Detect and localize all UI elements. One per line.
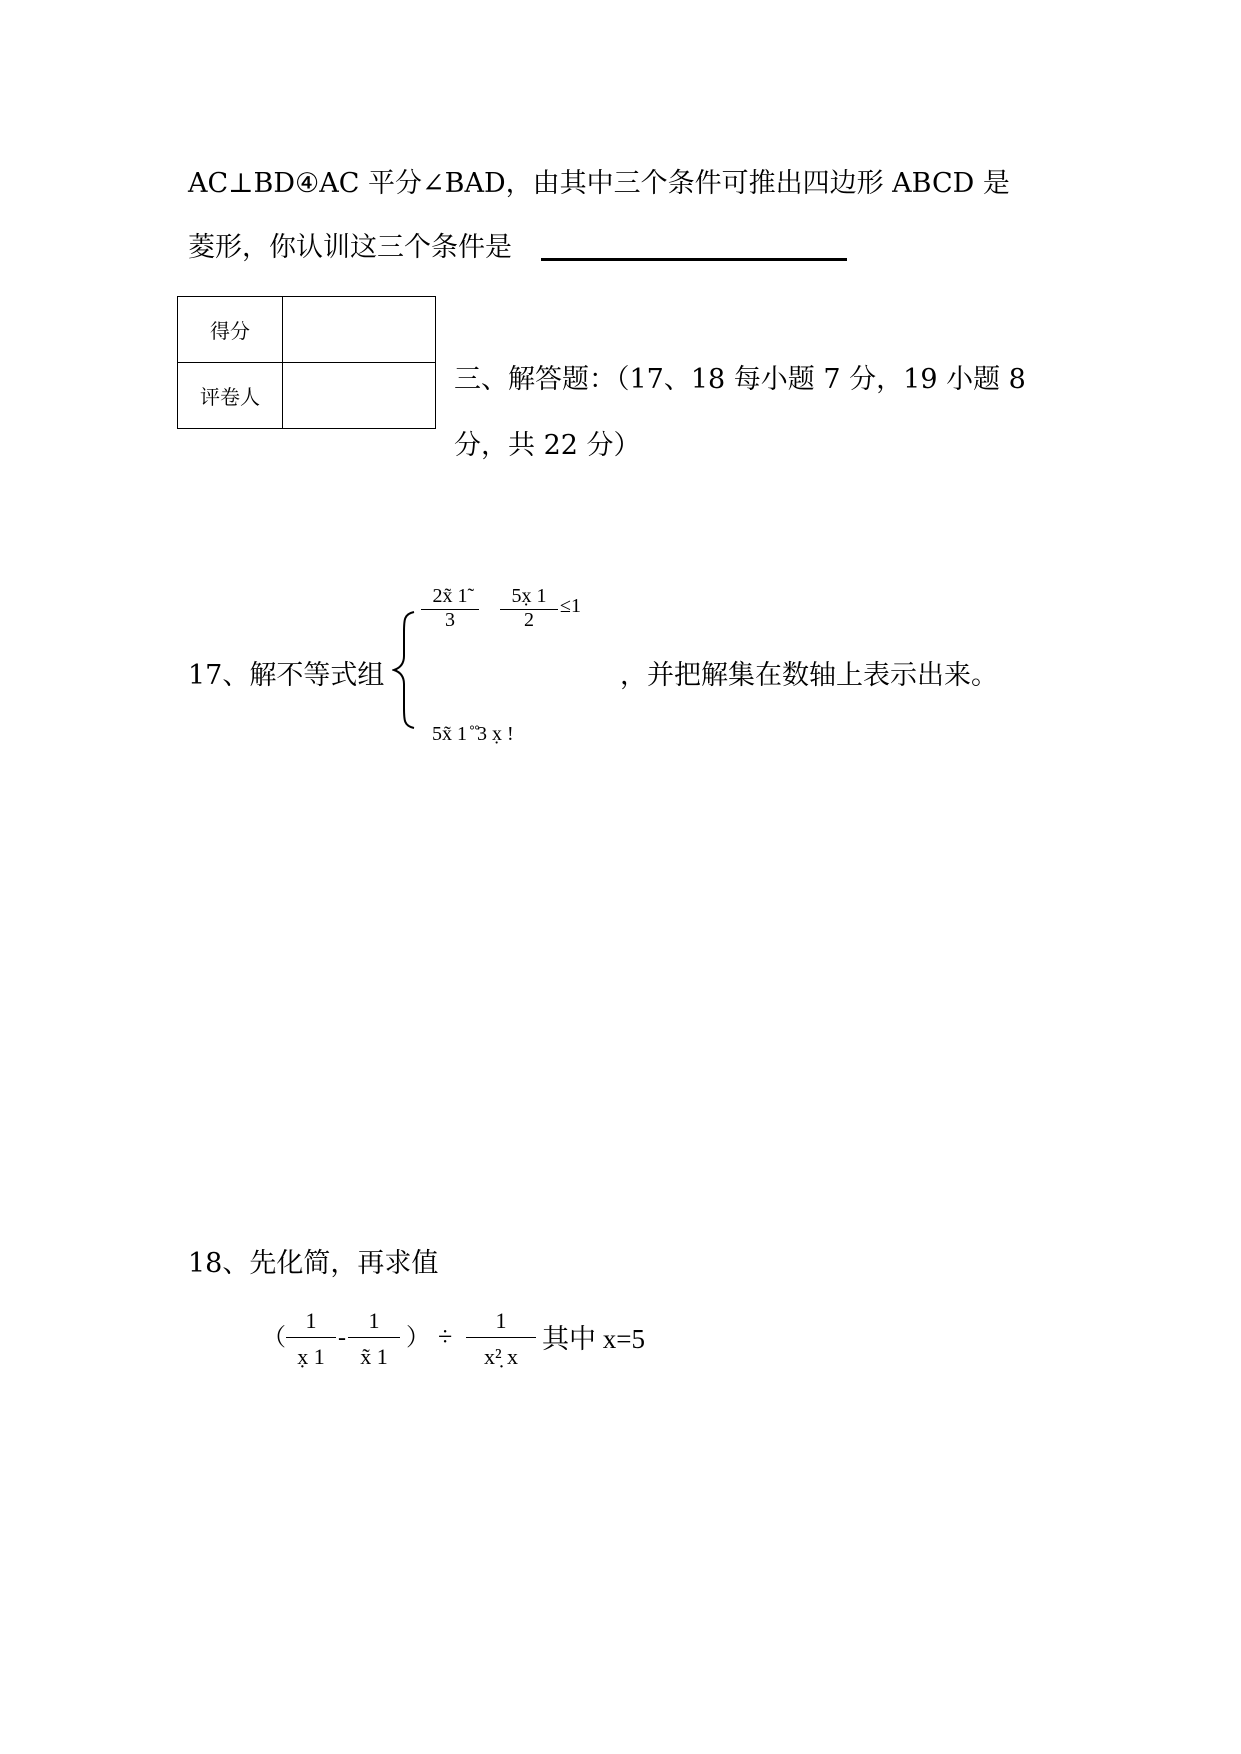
inequality-2: 5x̃ 1 ̊ ̊3 x̣ ! <box>432 723 514 745</box>
frac2-num: 1 <box>368 1308 380 1333</box>
section3-line1: 三、解答题：（17、18 每小题 7 分，19 小题 8 <box>454 364 1026 395</box>
left-paren: （ <box>262 1325 286 1351</box>
q16-line1: AC⊥BD④AC 平分∠BAD，由其中三个条件可推出四边形 ABCD 是 <box>188 168 1010 199</box>
ineq1-rhs: ≤1 <box>560 595 581 617</box>
score-label: 得分 <box>178 297 283 363</box>
frac3-den: x²̣ x <box>483 1344 519 1369</box>
q17-prefix: 17、解不等式组 <box>188 660 385 691</box>
ineq1-den1: 3 <box>445 609 455 631</box>
frac1-den: x̣ 1 <box>297 1344 325 1369</box>
score-cell[interactable] <box>283 297 436 363</box>
score-table <box>177 296 436 429</box>
divide-sign: ÷ <box>438 1322 453 1351</box>
q18-title: 18、先化简，再求值 <box>188 1248 439 1279</box>
frac1-num: 1 <box>305 1308 317 1333</box>
q16-line2: 菱形，你认训这三个条件是 <box>188 232 512 263</box>
ineq1-num1: 2x̃ 1̃ <box>432 585 468 607</box>
frac2-den: x̃ 1 <box>360 1344 388 1369</box>
grader-cell[interactable] <box>283 363 436 429</box>
section3-line2: 分，共 22 分） <box>454 430 641 461</box>
ineq1-den2: 2 <box>524 609 534 631</box>
frac3-num: 1 <box>495 1308 507 1333</box>
grader-label: 评卷人 <box>178 363 283 429</box>
minus-sign: - <box>338 1325 346 1351</box>
ineq1-num2: 5x̣ 1 <box>511 585 547 607</box>
right-paren: ） <box>406 1325 430 1351</box>
left-brace-icon <box>392 610 416 730</box>
q18-condition: 其中 x=5 <box>542 1324 645 1354</box>
answer-blank[interactable] <box>541 258 847 261</box>
q17-suffix: ，并把解集在数轴上表示出来。 <box>620 660 998 691</box>
